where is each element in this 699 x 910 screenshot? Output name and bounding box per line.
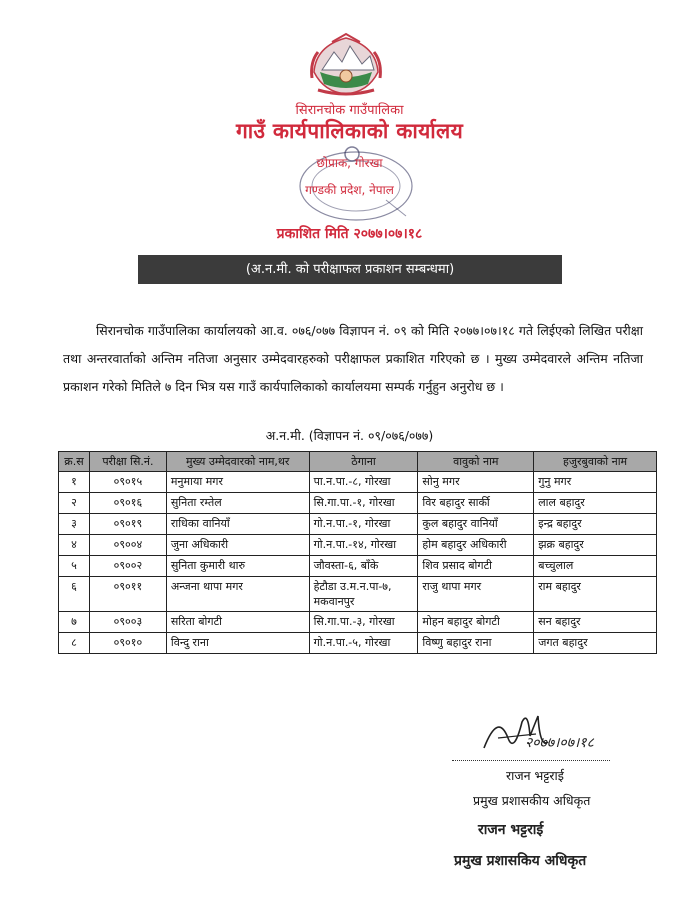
cell-exam-no: ०९००४ — [89, 535, 166, 556]
cell-candidate-name: मनुमाया मगर — [166, 472, 309, 493]
col-header-serial: क्र.स — [59, 452, 90, 472]
cell-father-name: शिव प्रसाद बोगटी — [418, 556, 534, 577]
cell-candidate-name: विन्दु राना — [166, 633, 309, 654]
table-row — [59, 535, 657, 556]
col-header-candidate-name: मुख्य उम्मेदवारको नाम,थर — [166, 452, 309, 472]
published-date: प्रकाशित मिति २०७७।०७।१८ — [276, 226, 423, 242]
cell-address: पा.न.पा.-८, गोरखा — [309, 472, 418, 493]
cell-exam-no: ०९००३ — [89, 612, 166, 633]
table-row — [59, 514, 657, 535]
cell-father-name: होम बहादुर अधिकारी — [418, 535, 534, 556]
col-header-grandfather-name: हजुरबुवाको नाम — [534, 452, 657, 472]
cell-father-name: विष्णु बहादुर राना — [418, 633, 534, 654]
cell-father-name: मोहन बहादुर बोगटी — [418, 612, 534, 633]
col-header-address: ठेगाना — [309, 452, 418, 472]
cell-father-name: सोनु मगर — [418, 472, 534, 493]
cell-grandfather-name: राम बहादुर — [534, 577, 657, 612]
cell-grandfather-name: इन्द्र बहादुर — [534, 514, 657, 535]
cell-serial: ७ — [59, 612, 90, 633]
table-row — [59, 556, 657, 577]
municipality-name: सिरानचोक गाउँपालिका — [295, 103, 404, 118]
cell-exam-no: ०९०१५ — [89, 472, 166, 493]
nepal-emblem-icon — [308, 32, 384, 98]
office-address: छोप्राक, गोरखा — [316, 156, 383, 170]
cell-address: गो.न.पा.-१, गोरखा — [309, 514, 418, 535]
cell-serial: २ — [59, 493, 90, 514]
cell-serial: ३ — [59, 514, 90, 535]
cell-exam-no: ०९०११ — [89, 577, 166, 612]
col-header-father-name: वावुको नाम — [418, 452, 534, 472]
cell-grandfather-name: बच्चुलाल — [534, 556, 657, 577]
office-title: गाउँ कार्यपालिकाको कार्यालय — [235, 119, 464, 143]
cell-father-name: विर बहादुर सार्की — [418, 493, 534, 514]
cell-address: जौवस्ता-६, बाँके — [309, 556, 418, 577]
cell-candidate-name: सुनिता कुमारी थारु — [166, 556, 309, 577]
cell-grandfather-name: गुनु मगर — [534, 472, 657, 493]
cell-address: हेटौडा उ.म.न.पा-७, मकवानपुर — [309, 577, 418, 612]
table-row — [59, 633, 657, 654]
cell-serial: ४ — [59, 535, 90, 556]
stamp-signer-title: प्रमुख प्रशासकिय अधिकृत — [454, 853, 587, 869]
col-header-exam-no: परीक्षा सि.नं. — [89, 452, 166, 472]
cell-serial: ५ — [59, 556, 90, 577]
cell-grandfather-name: सन बहादुर — [534, 612, 657, 633]
cell-address: गो.न.पा.-५, गोरखा — [309, 633, 418, 654]
table-row — [59, 577, 657, 612]
notice-subject-banner: (अ.न.मी. को परीक्षाफल प्रकाशन सम्बन्धमा) — [138, 255, 562, 284]
cell-address: सि.गा.पा.-३, गोरखा — [309, 612, 418, 633]
table-row — [59, 612, 657, 633]
cell-candidate-name: सरिता बोगटी — [166, 612, 309, 633]
cell-father-name: कुल बहादुर वानियाँ — [418, 514, 534, 535]
table-header-row — [59, 452, 657, 472]
cell-grandfather-name: लाल बहादुर — [534, 493, 657, 514]
signature-line — [452, 760, 610, 761]
province-name: गण्डकी प्रदेश, नेपाल — [305, 183, 394, 197]
cell-grandfather-name: झक्र बहादुर — [534, 535, 657, 556]
cell-address: सि.गा.पा.-१, गोरखा — [309, 493, 418, 514]
cell-serial: १ — [59, 472, 90, 493]
cell-serial: ६ — [59, 577, 90, 612]
signature-date: २०७७।०७।१८ — [525, 735, 594, 751]
cell-address: गो.न.पा.-१४, गोरखा — [309, 535, 418, 556]
cell-serial: ८ — [59, 633, 90, 654]
cell-exam-no: ०९००२ — [89, 556, 166, 577]
stamp-signer-name: राजन भट्टराई — [478, 822, 544, 838]
cell-candidate-name: राधिका वानियाँ — [166, 514, 309, 535]
table-title: अ.न.मी. (विज्ञापन नं. ०९/०७६/०७७) — [265, 428, 434, 443]
cell-candidate-name: जुना अधिकारी — [166, 535, 309, 556]
signer-title: प्रमुख प्रशासकीय अधिकृत — [473, 793, 591, 808]
cell-candidate-name: सुनिता रम्तेल — [166, 493, 309, 514]
cell-exam-no: ०९०१० — [89, 633, 166, 654]
cell-grandfather-name: जगत बहादुर — [534, 633, 657, 654]
cell-exam-no: ०९०१९ — [89, 514, 166, 535]
cell-candidate-name: अन्जना थापा मगर — [166, 577, 309, 612]
notice-body: सिरानचोक गाउँपालिका कार्यालयको आ.व. ०७६/०७७ विज्ञापन नं. ०९ को मिति २०७७।०७।१८ गते लिईएको लिखित परीक्षा तथा अन्तरवार्ताको अन्तिम नतिजा अनुसार उम्मेदवारहरुको परीक्षाफल प्रकाशित गरिएको छ । मुख्य उम्मेदवारले अन्तिम नतिजा प्रकाशन गरेको मितिले ७ दिन भित्र यस गाउँ कार्यपालिकाको कार्यालयमा सम्पर्क गर्नुहुन अनुरोध छ । — [63, 323, 643, 394]
results-table — [58, 451, 657, 654]
cell-father-name: राजु थापा मगर — [418, 577, 534, 612]
table-row — [59, 493, 657, 514]
table-row — [59, 472, 657, 493]
cell-exam-no: ०९०१६ — [89, 493, 166, 514]
signer-name: राजन भट्टराई — [506, 768, 564, 783]
